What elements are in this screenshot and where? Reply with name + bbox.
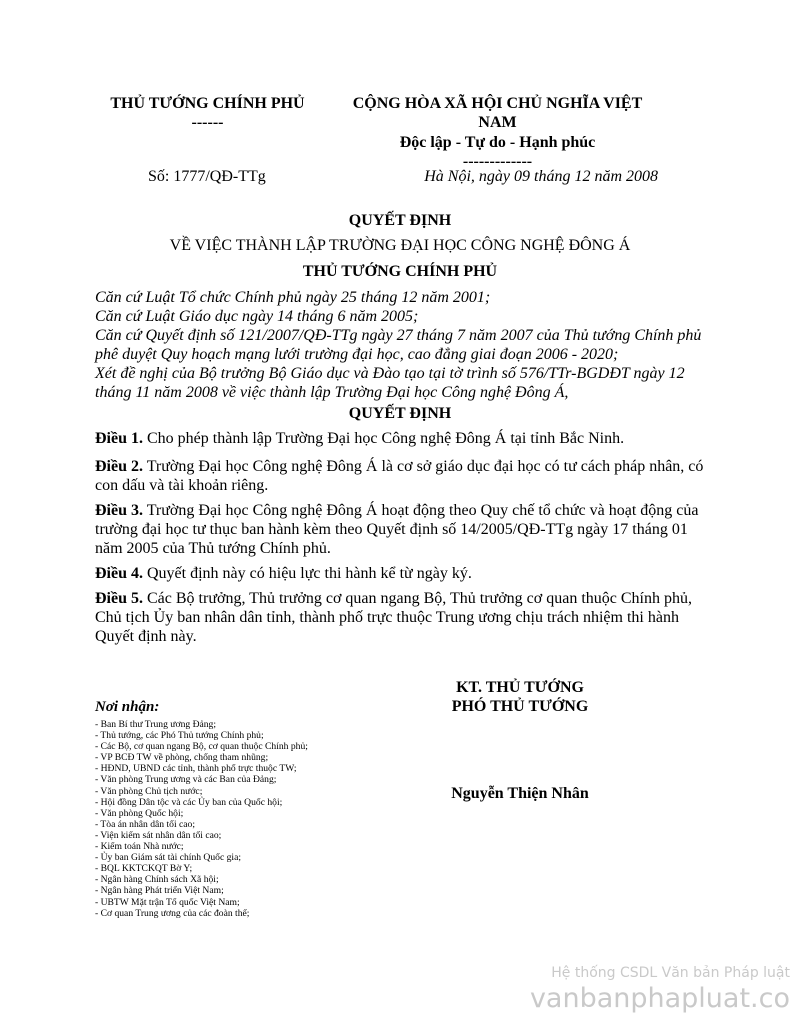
article-text: Quyết định này. [95,628,197,645]
watermark [530,964,790,1016]
list-item: - Tòa án nhân dân tối cao; [95,818,195,830]
motto-divider: ------------- [462,153,533,170]
watermark-line2: vanbanphapluat.co [529,983,790,1014]
signature-block [420,678,620,716]
list-item: - Văn phòng Chủ tịch nước; [95,785,203,797]
preamble-line: Căn cứ Quyết định số 121/2007/QĐ-TTg ngày 27 tháng 7 năm 2007 của Thủ tướng Chính phủ [95,327,702,344]
national-motto: Độc lập - Tự do - Hạnh phúc [399,134,596,151]
article-4 [95,564,710,583]
list-item: - Ban Bí thư Trung ương Đảng; [95,719,217,730]
country-name-line1: CỘNG HÒA XÃ HỘI CHỦ NGHĨA VIỆT [352,95,643,112]
list-item: - Văn phòng Trung ương và các Ban của Đảng; [95,774,277,786]
article-label: Điều 1. [95,430,143,447]
list-item: - Thủ tướng, các Phó Thủ tướng Chính phủ; [95,730,264,742]
article-label: Điều 5. [95,590,143,607]
article-3 [95,501,710,558]
preamble [95,288,715,402]
country-name-line2: NAM [478,114,517,131]
article-text: Trường Đại học Công nghệ Đông Á hoạt động theo Quy chế tổ chức và hoạt động của [146,502,699,519]
article-text: Các Bộ trưởng, Thủ trưởng cơ quan ngang Bộ, Thủ trưởng cơ quan thuộc Chính phủ, [147,590,692,607]
article-label: Điều 3. [95,502,143,519]
preamble-line: tháng 11 năm 2008 về việc thành lập Trường Đại học Công nghệ Đông Á, [95,384,569,401]
list-item: - Văn phòng Quốc hội; [95,807,184,819]
article-label: Điều 2. [95,458,143,475]
article-text: Quyết định này có hiệu lực thi hành kể từ ngày ký. [147,565,472,582]
signature-title-line2: PHÓ THỦ TƯỚNG [451,698,589,715]
list-item: - Hội đồng Dân tộc và các Ủy ban của Quốc hội; [95,796,283,808]
article-1 [95,429,710,448]
preamble-line: Căn cứ Luật Giáo dục ngày 14 tháng 6 năm 2005; [95,308,419,325]
list-item: - Viện kiểm sát nhân dân tối cao; [95,829,222,841]
list-item: - Ủy ban Giám sát tài chính Quốc gia; [95,852,242,864]
document-subject: VỀ VIỆC THÀNH LẬP TRƯỜNG ĐẠI HỌC CÔNG NGHỆ ĐÔNG Á [169,237,631,254]
preamble-line: Xét đề nghị của Bộ trưởng Bộ Giáo dục và Đào tạo tại tờ trình số 576/TTr-BGDĐT ngày 12 [95,365,685,382]
list-item: - HĐND, UBND các tỉnh, thành phố trực thuộc TW; [95,763,297,775]
document-type-title: QUYẾT ĐỊNH [348,212,452,229]
article-2 [95,457,710,495]
article-text: Trường Đại học Công nghệ Đông Á là cơ sở giáo dục đại học có tư cách pháp nhân, có [146,458,704,475]
list-item: - VP BCĐ TW về phòng, chống tham nhũng; [95,752,269,764]
preamble-line: phê duyệt Quy hoạch mạng lưới trường đại học, cao đẳng giai đoạn 2006 - 2020; [95,346,619,363]
list-item: - Các Bộ, cơ quan ngang Bộ, cơ quan thuộc Chính phủ; [95,741,308,753]
issuing-agency-block [95,94,320,132]
issuing-authority: THỦ TƯỚNG CHÍNH PHỦ [302,263,498,280]
article-text: Cho phép thành lập Trường Đại học Công nghệ Đông Á tại tỉnh Bắc Ninh. [147,430,625,447]
issuing-agency: THỦ TƯỚNG CHÍNH PHỦ [110,95,305,112]
preamble-line: Căn cứ Luật Tổ chức Chính phủ ngày 25 tháng 12 năm 2001; [95,289,491,306]
article-text: năm 2005 của Thủ tướng Chính phủ. [95,540,331,557]
list-item: - Ngân hàng Phát triển Việt Nam; [95,885,224,897]
recipients-list [95,719,308,919]
issue-date: Hà Nội, ngày 09 tháng 12 năm 2008 [424,168,658,185]
article-5 [95,589,710,646]
list-item: - UBTW Mặt trận Tổ quốc Việt Nam; [95,896,240,908]
signer-name: Nguyễn Thiện Nhân [451,785,589,802]
list-item: - Ngân hàng Chính sách Xã hội; [95,874,219,886]
recipients-title: Nơi nhận: [95,699,160,715]
agency-divider: ------ [191,114,224,131]
article-text: con dấu và tài khoản riêng. [95,477,269,494]
article-text: trường đại học tư thục ban hành kèm theo Quyết định số 14/2005/QĐ-TTg ngày 17 tháng 01 [95,521,688,538]
list-item: - BQL KKTCKQT Bờ Y; [95,863,193,875]
watermark-line1: Hệ thống CSDL Văn bản Pháp luật [551,965,790,981]
article-text: Chủ tịch Ủy ban nhân dân tỉnh, thành phố trực thuộc Trung ương chịu trách nhiệm thi hành [95,609,679,626]
decision-heading: QUYẾT ĐỊNH [348,405,452,422]
article-label: Điều 4. [95,565,143,582]
document-number: Số: 1777/QĐ-TTg [148,168,266,185]
list-item: - Kiểm toán Nhà nước; [95,841,184,853]
list-item: - Cơ quan Trung ương của các đoàn thể; [95,907,250,919]
signature-title-line1: KT. THỦ TƯỚNG [456,679,584,696]
national-heading-block [345,94,650,171]
